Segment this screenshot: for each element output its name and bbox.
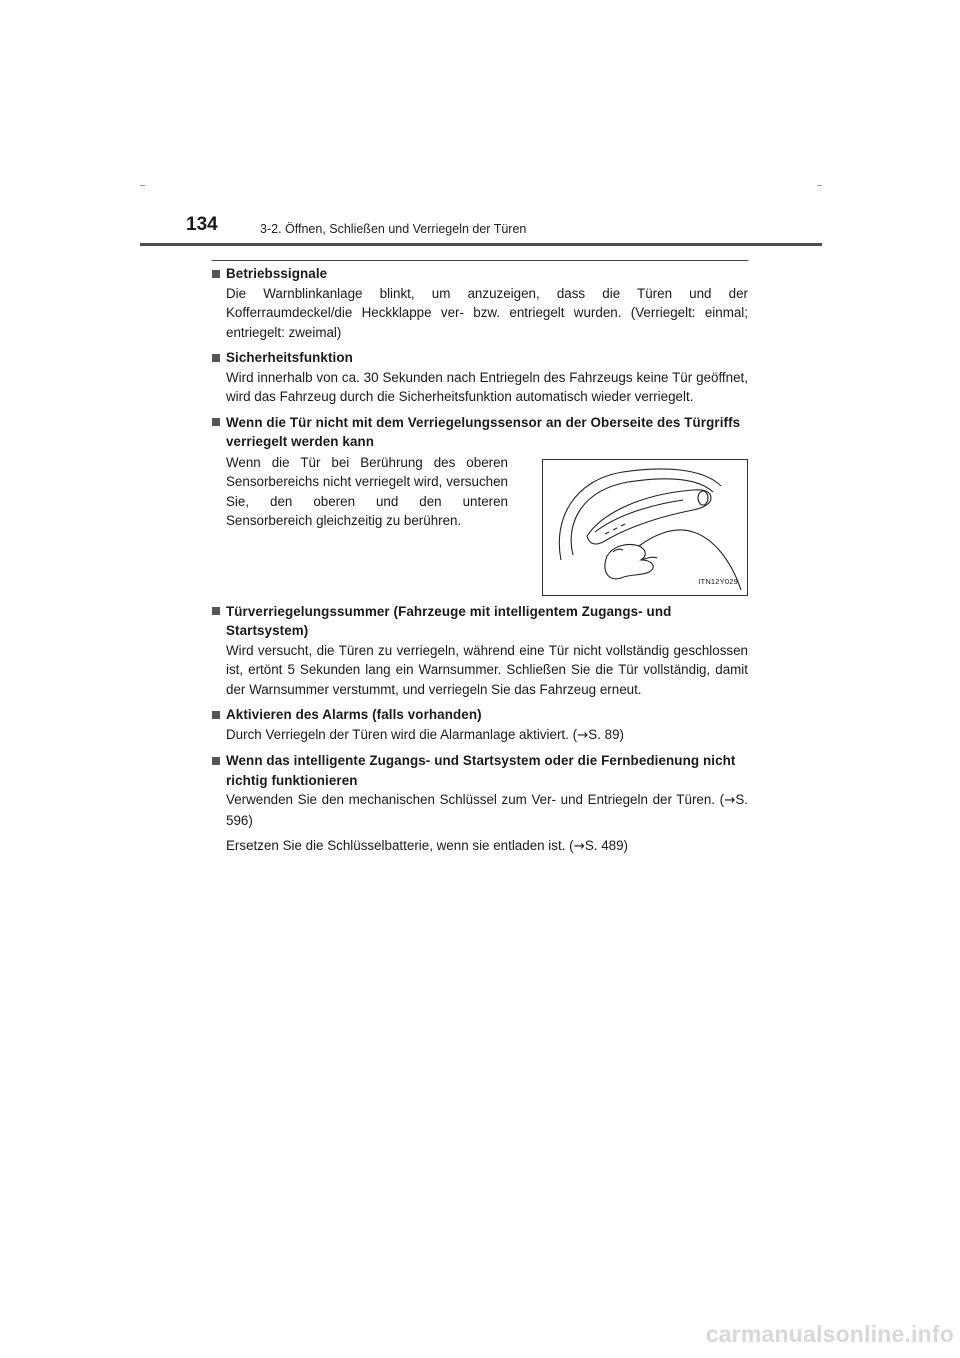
section-heading: Aktivieren des Alarms (falls vorhanden) [212, 705, 748, 725]
section-sensor [212, 413, 748, 596]
page-reference: S. 89) [588, 726, 625, 742]
section-paragraph: Wird versucht, die Türen zu verriegeln, während eine Tür nicht vollständig geschlossen ist, ertönt 5 Sekunden lang ein Warnsummer. Schließen Sie die Tür vollständig, damit der Warnsummer verstummt, und verriegeln Sie das Fahrzeug erneut. [226, 642, 748, 697]
watermark: carmanualsonline.info [705, 1321, 954, 1347]
page-content [212, 264, 748, 863]
section-paragraph: Verwenden Sie den mechanischen Schlüssel zum Ver- und Entriegeln der Türen. (→S. 596) [226, 792, 748, 828]
section-heading: Wenn die Tür nicht mit dem Verriegelungssensor an der Oberseite des Türgriffs verriegelt werden kann [212, 413, 748, 452]
header-rule [140, 243, 822, 246]
section-paragraph: Wenn die Tür bei Berührung des oberen Sensorbereichs nicht verriegelt wird, versuchen Sie, den oberen und den unteren Sensorbereich gleichzeitig zu berühren. [226, 454, 508, 528]
page-reference: S. 596) [226, 792, 748, 828]
chapter-title: 3-2. Öffnen, Schließen und Verriegeln der Türen [260, 222, 527, 236]
square-bullet-icon [212, 757, 220, 765]
figure-code: ITN12Y029 [698, 577, 738, 586]
page-reference: S. 489) [584, 838, 629, 853]
square-bullet-icon [212, 270, 220, 278]
section-paragraph: Durch Verriegeln der Türen wird die Alarmanlage aktiviert. (→S. 89) [226, 726, 625, 743]
section-summer [212, 602, 748, 700]
section-paragraph: Wird innerhalb von ca. 30 Sekunden nach Entriegeln des Fahrzeugs keine Tür geöffnet, wird das Fahrzeug durch die Sicherheitsfunktion automatisch wieder verriegelt. [226, 369, 748, 404]
square-bullet-icon [212, 711, 220, 719]
arrow-right-icon: → [577, 727, 589, 743]
arrow-right-icon: → [724, 793, 736, 808]
section-paragraph: Die Warnblinkanlage blinkt, um anzuzeigen, dass die Türen und der Kofferraumdeckel/die Heckklappe ver- bzw. entriegelt wurden. (Verriegelt: einmal; entriegelt: zweimal) [226, 285, 748, 340]
section-alarm [212, 705, 748, 745]
section-heading: Sicherheitsfunktion [212, 348, 748, 368]
crop-mark-left [140, 185, 145, 186]
section-fernbedienung [212, 751, 748, 857]
section-sicherheitsfunktion [212, 348, 748, 407]
crop-mark-right [817, 185, 822, 186]
square-bullet-icon [212, 607, 220, 615]
section-rule [212, 260, 748, 261]
page-number: 134 [186, 214, 218, 235]
section-heading: Betriebssignale [212, 264, 748, 284]
section-betriebssignale [212, 264, 748, 342]
square-bullet-icon [212, 418, 220, 426]
door-handle-figure [542, 459, 748, 596]
section-paragraph: Ersetzen Sie die Schlüsselbatterie, wenn sie entladen ist. (→S. 489) [226, 838, 629, 854]
section-heading: Wenn das intelligente Zugangs- und Startsystem oder die Fernbedienung nicht richtig funktionieren [212, 751, 748, 790]
section-heading: Türverriegelungssummer (Fahrzeuge mit intelligentem Zugangs- und Startsystem) [212, 602, 748, 641]
arrow-right-icon: → [573, 839, 585, 854]
square-bullet-icon [212, 354, 220, 362]
